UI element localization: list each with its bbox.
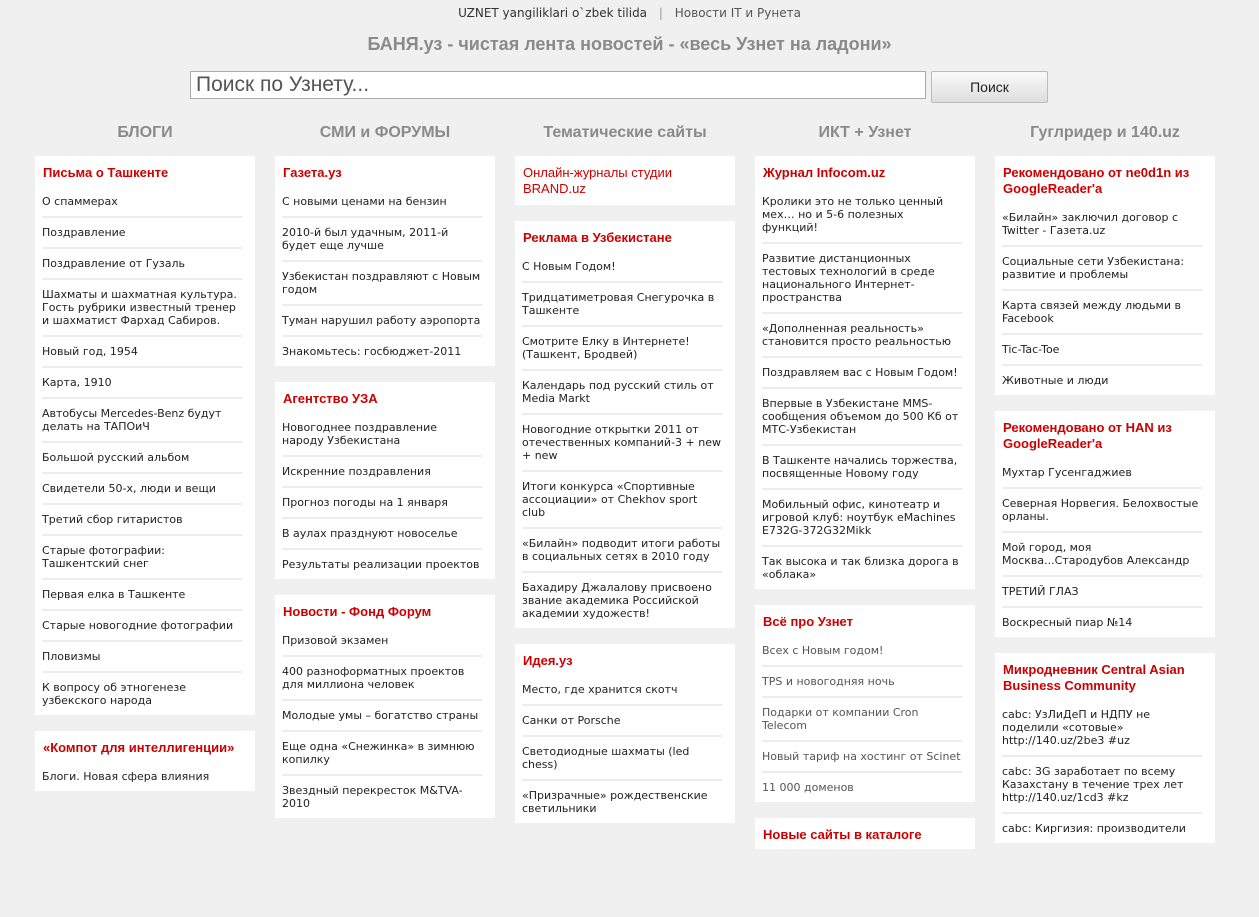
news-item-link[interactable]: 11 000 доменов [762, 781, 854, 794]
news-item-link[interactable]: Животные и люди [1002, 374, 1109, 387]
news-item-link[interactable]: Новогоднее поздравление народу Узбекистана [282, 413, 482, 457]
feed-box [995, 411, 1215, 637]
feed-title-link[interactable]: «Компот для интеллигенции» [43, 740, 235, 755]
feed-box [35, 156, 255, 715]
feed-title-link[interactable]: Микродневник Central Asian Business Community [1003, 662, 1185, 693]
news-item-link[interactable]: К вопросу об этногенезе узбекского народа [42, 681, 186, 707]
news-item-link[interactable]: «Билайн» заключил договор с Twitter - Газета.uz [1002, 203, 1202, 247]
news-item-link[interactable]: Смотрите Елку в Интернете! (Ташкент, Бродвей) [522, 327, 722, 371]
feed-title-link[interactable]: Газета.уз [283, 165, 342, 180]
feed-box [755, 156, 975, 589]
feed-box [755, 605, 975, 802]
news-item-link[interactable]: Мобильный офис, кинотеатр и игровой клуб: ноутбук eMachines E732G-372G32Mikk [762, 490, 962, 547]
news-item-link[interactable]: Карта связей между людьми в Facebook [1002, 291, 1202, 335]
news-item-link[interactable]: Поздравление [42, 218, 242, 249]
news-column [35, 156, 255, 807]
news-item-link[interactable]: Мой город, моя Москва...Стародубов Александр [1002, 533, 1202, 577]
news-item-link[interactable]: Прогноз погоды на 1 января [282, 488, 482, 519]
news-item-link[interactable]: Новый тариф на хостинг от Scinet [762, 742, 962, 773]
feed-title-link[interactable]: Журнал Infocom.uz [763, 165, 886, 180]
news-item-link[interactable]: 2010-й был удачным, 2011-й будет еще лучше [282, 218, 482, 262]
news-item-link[interactable]: Результаты реализации проектов [282, 558, 480, 571]
news-item-link[interactable]: Подарки от компании Cron Telecom [762, 698, 962, 742]
news-item-link[interactable]: Мухтар Гусенгаджиев [1002, 458, 1202, 489]
feed-title-link[interactable]: Новые сайты в каталоге [763, 827, 922, 842]
feed-box [35, 731, 255, 791]
news-item-link[interactable]: Молодые умы – богатство страны [282, 701, 482, 732]
news-item-link[interactable]: Знакомьтесь: госбюджет-2011 [282, 345, 462, 358]
news-item-link[interactable]: Так высока и так близка дорога в «облака» [762, 555, 959, 581]
news-item-link[interactable]: Пловизмы [42, 642, 242, 673]
column-header: СМИ и ФОРУМЫ [319, 124, 451, 141]
news-item-link[interactable]: Узбекистан поздравляют с Новым годом [282, 262, 482, 306]
feed-box [755, 818, 975, 849]
news-item-link[interactable]: Большой русский альбом [42, 443, 242, 474]
news-item-link[interactable]: Северная Норвегия. Белохвостые орланы. [1002, 489, 1202, 533]
news-item-link[interactable]: Тридцатиметровая Снегурочка в Ташкенте [522, 283, 722, 327]
news-item-link[interactable]: С новыми ценами на бензин [282, 187, 482, 218]
news-column [275, 156, 495, 834]
news-item-link[interactable]: Первая елка в Ташкенте [42, 580, 242, 611]
news-item-link[interactable]: Tic-Tac-Toe [1002, 335, 1202, 366]
news-column [515, 156, 735, 839]
feed-title-link[interactable]: Всё про Узнет [763, 614, 853, 629]
feed-title-link[interactable]: Онлайн-журналы студии BRAND.uz [523, 165, 673, 196]
news-item-link[interactable]: Календарь под русский стиль от Media Markt [522, 371, 722, 415]
news-item-link[interactable]: «Призрачные» рождественские светильники [522, 789, 708, 815]
column-header: ИКТ + Узнет [818, 124, 912, 141]
news-item-link[interactable]: «Билайн» подводит итоги работы в социальных сетях в 2010 году [522, 529, 722, 573]
news-item-link[interactable]: В аулах празднуют новоселье [282, 519, 482, 550]
news-item-link[interactable]: TPS и новогодняя ночь [762, 667, 962, 698]
news-item-link[interactable]: Итоги конкурса «Спортивные ассоциации» от Chekhov sport club [522, 472, 722, 529]
news-item-link[interactable]: Карта, 1910 [42, 368, 242, 399]
news-item-link[interactable]: Бахадиру Джалалову присвоено звание академика Российской академии художеств! [522, 581, 712, 620]
news-item-link[interactable]: Впервые в Узбекистане MMS-сообщения объемом до 500 Кб от МТС-Узбекистан [762, 389, 962, 446]
news-item-link[interactable]: Свидетели 50-х, люди и вещи [42, 474, 242, 505]
column-header: Тематические сайты [543, 124, 707, 141]
news-item-link[interactable]: Третий сбор гитаристов [42, 505, 242, 536]
search-input[interactable] [190, 71, 926, 99]
feed-box [275, 382, 495, 579]
news-item-link[interactable]: Автобусы Mercedes-Benz будут делать на ТАПОиЧ [42, 399, 242, 443]
news-item-link[interactable]: Старые новогодние фотографии [42, 611, 242, 642]
news-item-link[interactable]: «Дополненная реальность» становится просто реальностью [762, 314, 962, 358]
feed-box [515, 156, 735, 205]
top-links [0, 6, 1259, 20]
news-item-link[interactable]: cabc: УзЛиДеП и НДПУ не поделили «сотовые» http://140.uz/2be3 #uz [1002, 700, 1202, 757]
news-item-link[interactable]: ТРЕТИЙ ГЛАЗ [1002, 577, 1202, 608]
news-item-link[interactable]: Еще одна «Снежинка» в зимнюю копилку [282, 732, 482, 776]
feed-box [515, 644, 735, 823]
feed-title-link[interactable]: Агентство УЗА [283, 391, 378, 406]
uzbek-news-link[interactable]: UZNET yangiliklari o`zbek tilida [458, 6, 648, 20]
it-runet-news-link[interactable]: Новости IT и Рунета [674, 6, 801, 20]
feed-box [995, 156, 1215, 395]
top-links-separator: | [658, 6, 663, 20]
news-item-link[interactable]: Светодиодные шахматы (led chess) [522, 737, 722, 781]
news-item-link[interactable]: Поздравление от Гузаль [42, 249, 242, 280]
news-item-link[interactable]: Место, где хранится скотч [522, 675, 722, 706]
news-item-link[interactable]: cabc: 3G заработает по всему Казахстану в течение трех лет http://140.uz/1cd3 #kz [1002, 757, 1202, 814]
news-item-link[interactable]: Санки от Porsche [522, 706, 722, 737]
news-item-link[interactable]: Новогодние открытки 2011 от отечественных компаний-3 + new + new [522, 415, 722, 472]
news-item-link[interactable]: Развитие дистанционных тестовых технологий в среде национального Интернет-пространства [762, 244, 962, 314]
feed-box [995, 653, 1215, 843]
news-item-link[interactable]: Искренние поздравления [282, 457, 482, 488]
feed-box [275, 156, 495, 366]
news-item-link[interactable]: Шахматы и шахматная культура. Гость рубрики известный тренер и шахматист Фархад Сабиров. [42, 280, 242, 337]
news-item-link[interactable]: Звездный перекресток M&TVA-2010 [282, 784, 463, 810]
news-item-link[interactable]: Блоги. Новая сфера влияния [42, 770, 210, 783]
news-item-link[interactable]: Поздравляем вас с Новым Годом! [762, 358, 962, 389]
feed-title-link[interactable]: Письма о Ташкенте [43, 165, 169, 180]
feed-title-link[interactable]: Идея.уз [523, 653, 573, 668]
site-tagline: БАНЯ.уз - чистая лента новостей - «весь Узнет на ладони» [367, 34, 892, 54]
column-header: БЛОГИ [117, 124, 173, 141]
news-item-link[interactable]: С Новым Годом! [522, 252, 722, 283]
news-item-link[interactable]: Туман нарушил работу аэропорта [282, 306, 482, 337]
news-item-link[interactable]: Призовой экзамен [282, 626, 482, 657]
feed-box [515, 221, 735, 628]
feed-title-link[interactable]: Реклама в Узбекистане [523, 230, 672, 245]
feed-box [275, 595, 495, 818]
news-item-link[interactable]: Всех с Новым годом! [762, 636, 962, 667]
news-item-link[interactable]: 400 разноформатных проектов для миллиона человек [282, 657, 482, 701]
news-item-link[interactable]: Старые фотографии: Ташкентский снег [42, 536, 242, 580]
feed-title-link[interactable]: Рекомендовано от HAN из GoogleReader'a [1003, 420, 1172, 451]
news-item-link[interactable]: Кролики это не только ценный мех… но и 5-6 полезных функций! [762, 187, 962, 244]
news-item-link[interactable]: В Ташкенте начались торжества, посвященные Новому году [762, 446, 962, 490]
feed-title-link[interactable]: Новости - Фонд Форум [283, 604, 432, 619]
news-item-link[interactable]: Социальные сети Узбекистана: развитие и проблемы [1002, 247, 1202, 291]
news-item-link[interactable]: Новый год, 1954 [42, 337, 242, 368]
news-item-link[interactable]: Воскресный пиар №14 [1002, 616, 1133, 629]
column-header: Гуглридер и 140.uz [1030, 124, 1180, 141]
news-column [995, 156, 1215, 859]
news-item-link[interactable]: О спаммерах [42, 187, 242, 218]
news-column [755, 156, 975, 865]
search-button[interactable]: Поиск [931, 71, 1048, 103]
feed-title-link[interactable]: Рекомендовано от ne0d1n из GoogleReader'a [1003, 165, 1190, 196]
news-item-link[interactable]: cabc: Киргизия: производители [1002, 822, 1186, 835]
